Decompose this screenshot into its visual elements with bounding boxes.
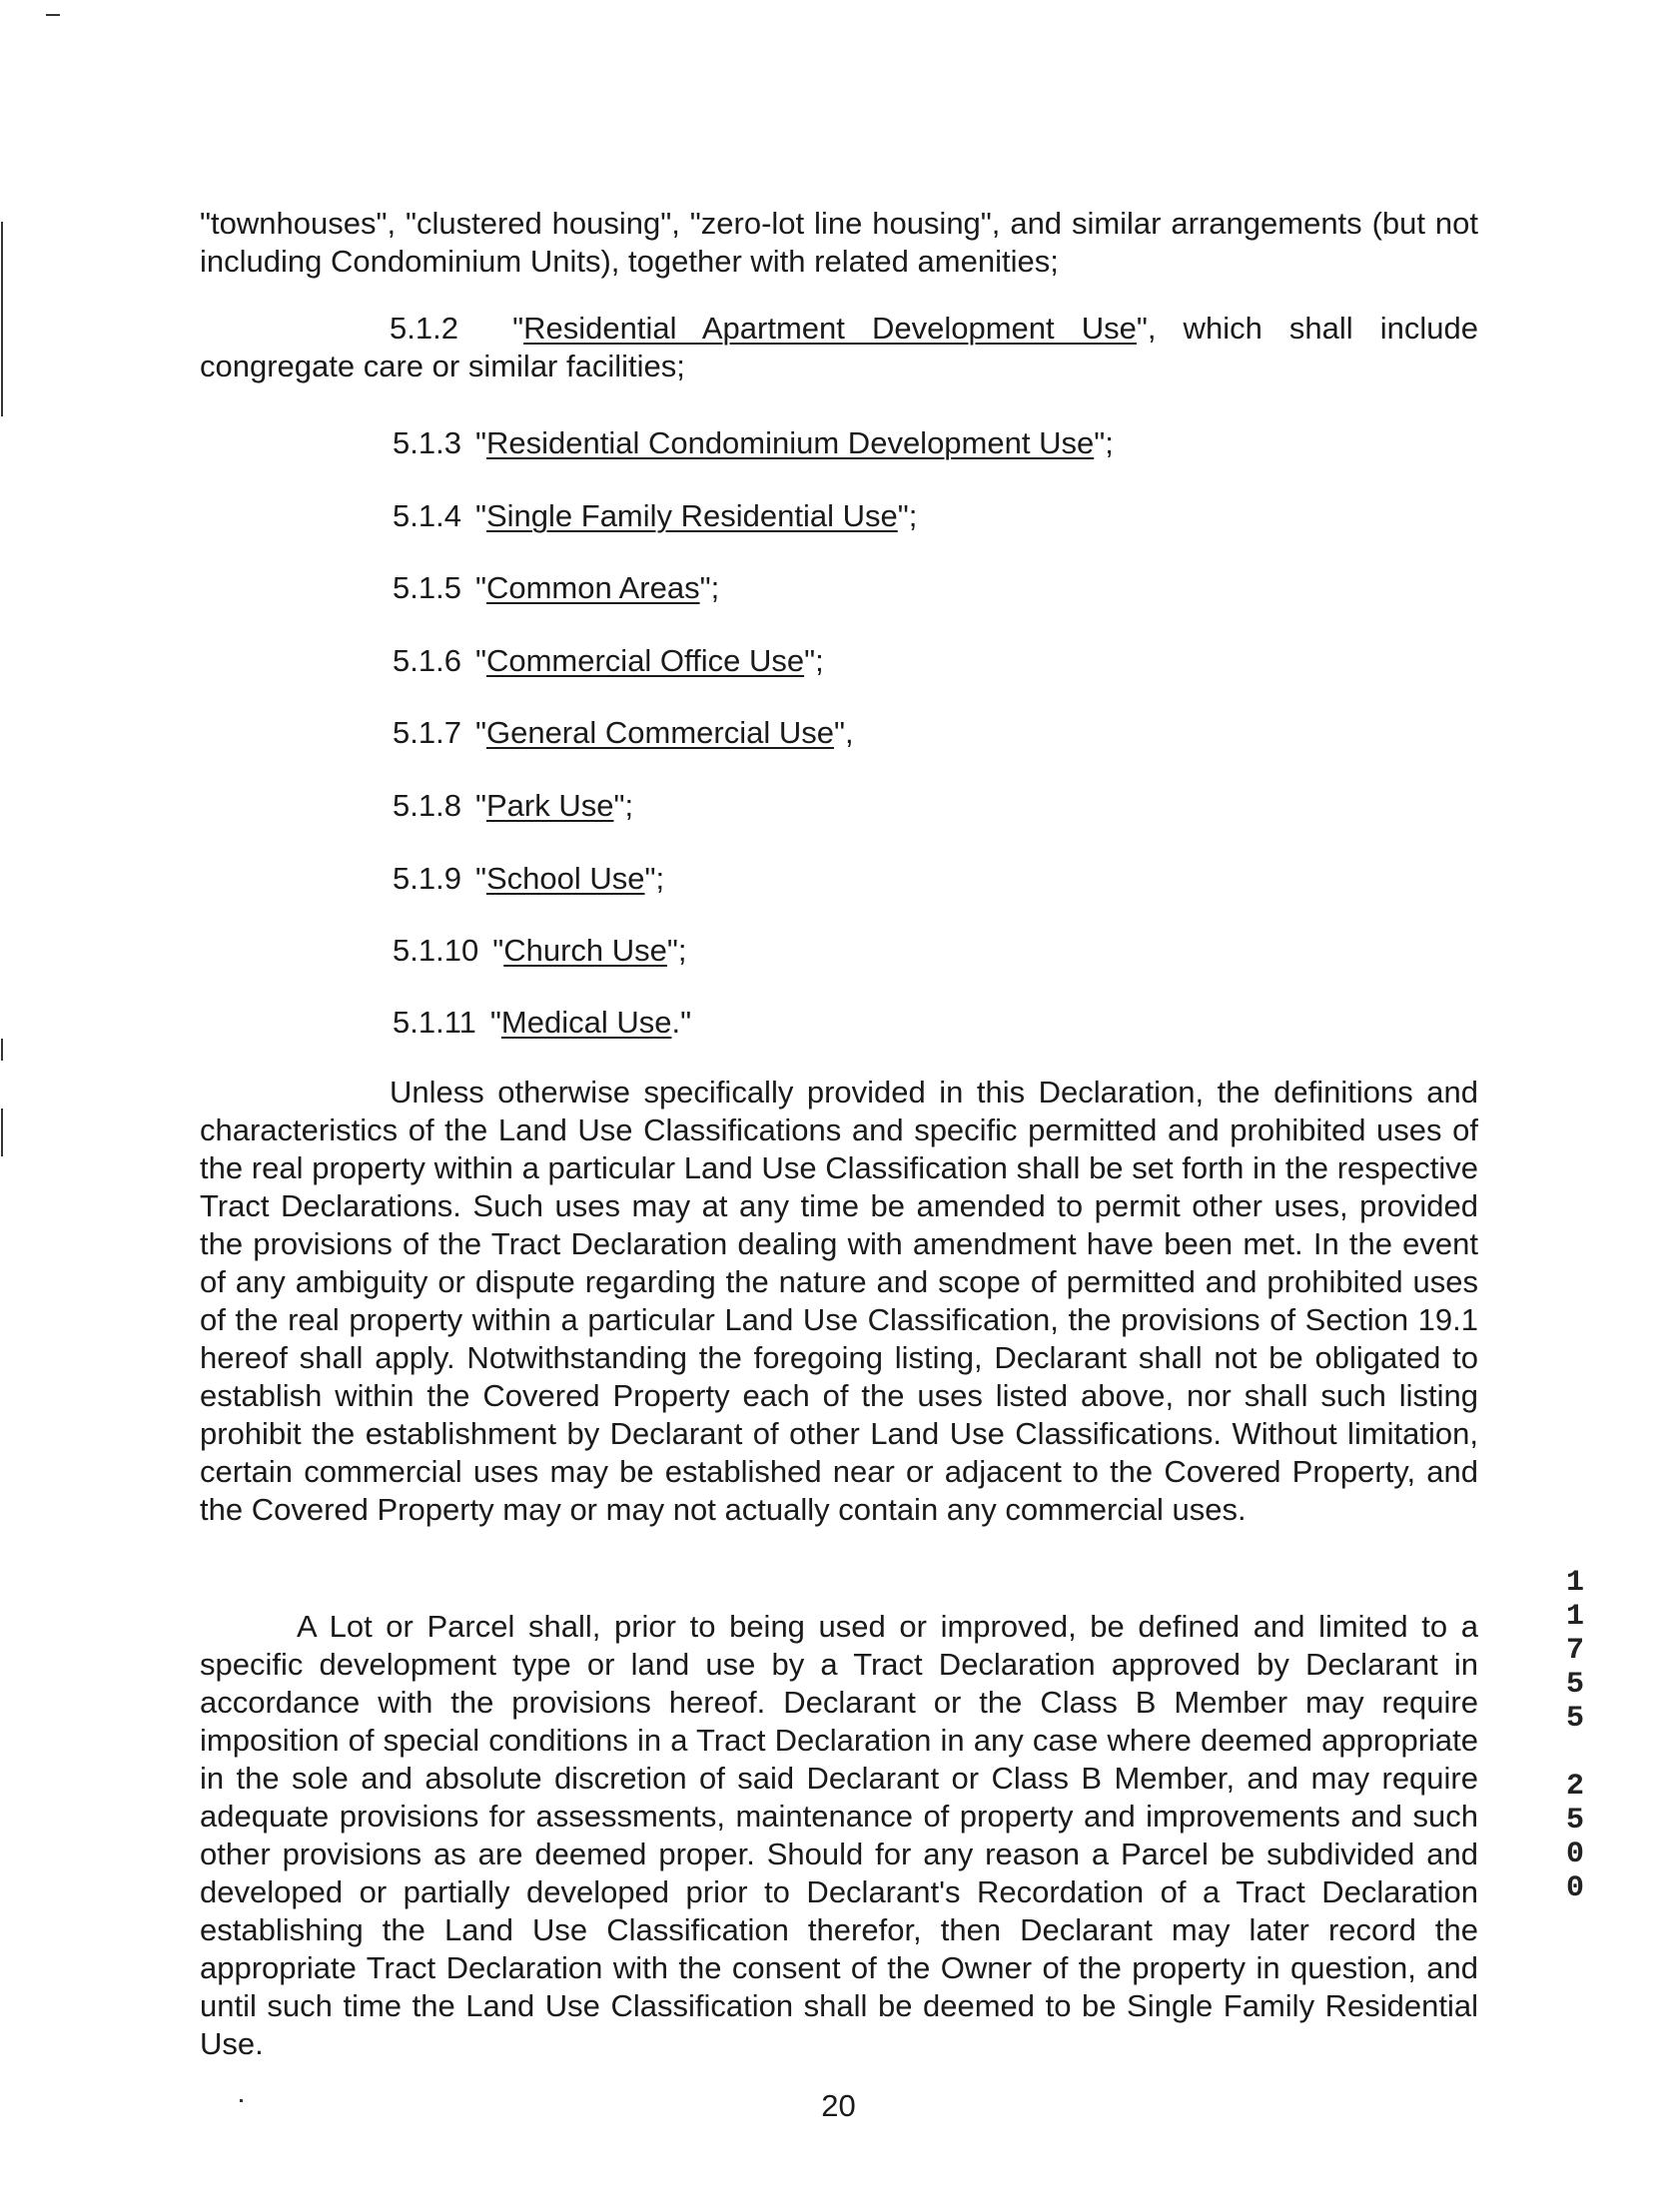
list-item-number: 5.1.8 xyxy=(393,788,461,823)
land-use-paragraph-text: Unless otherwise specifically provided in this Declaration, the definitions and characteristics of the Land Use Classifications and specific permitted and prohibited uses of the real property within a particular Land Use Classification shall be set forth in the respective Tract Declarations. Such uses may at any time be amended to permit other uses, provided the provisions of the Tract Declaration dealing with amendment have been met. In the event of any ambiguity or dispute regarding the nature and scope of permitted and prohibited uses of the real property within a particular Land Use Classification, the provisions of Section 19.1 hereof shall apply. Notwithstanding the foregoing listing, Declarant shall not be obligated to establish within the Covered Property each of the uses listed above, nor shall such listing prohibit the establishment by Declarant of other Land Use Classifications. Without limitation, certain commercial uses may be established near or adjacent to the Covered Property, and the Covered Property may or may not actually contain any commercial uses. xyxy=(200,1075,1478,1527)
list-item-term: School Use xyxy=(485,861,645,896)
list-item-number: 5.1.11 xyxy=(393,1005,476,1040)
list-item-5-1-3 xyxy=(393,424,1114,462)
list-item-number: 5.1.3 xyxy=(393,425,461,460)
stamp-digit: 5 xyxy=(1565,1668,1584,1702)
list-item-open-quote: " xyxy=(474,425,486,460)
list-item-close: "; xyxy=(644,861,665,896)
list-item-5-1-8 xyxy=(393,787,633,825)
continued-paragraph-text: "townhouses", "clustered housing", "zero-lot line housing", and similar arrangements (but not including Condominium Units), together with related amenities; xyxy=(200,206,1478,279)
list-item-term: Common Areas xyxy=(485,570,700,605)
list-item-close: "; xyxy=(897,498,918,533)
list-item-close: ." xyxy=(671,1005,692,1040)
list-item-open-quote: " xyxy=(474,643,486,678)
scan-margin-tick xyxy=(1,1108,3,1156)
list-item-open-quote: " xyxy=(474,715,486,750)
list-item-5-1-11 xyxy=(393,1004,691,1042)
list-item-5-1-5 xyxy=(393,569,719,607)
stamp-digit: 2 xyxy=(1565,1770,1584,1804)
list-item-5-1-4 xyxy=(393,497,917,535)
list-item-close: "; xyxy=(1094,425,1114,460)
list-item-5-1-7 xyxy=(393,714,854,752)
stamp-digit: 0 xyxy=(1565,1838,1584,1871)
land-use-paragraph xyxy=(200,1074,1478,1529)
list-item-open-quote: " xyxy=(512,311,524,346)
stamp-gap xyxy=(1560,1736,1590,1770)
list-item-5-1-9 xyxy=(393,860,664,898)
list-item-open-quote: " xyxy=(474,861,486,896)
stamp-digit: 1 xyxy=(1565,1566,1584,1600)
scan-margin-line xyxy=(1,222,3,416)
list-item-term: Single Family Residential Use xyxy=(485,498,898,533)
scan-top-mark xyxy=(46,14,60,16)
lot-parcel-paragraph xyxy=(200,1608,1478,2063)
scan-margin-tick xyxy=(1,1039,3,1061)
list-item-number: 5.1.4 xyxy=(393,498,461,533)
list-item-5-1-2 xyxy=(200,310,1478,385)
list-item-term: General Commercial Use xyxy=(485,715,834,750)
stamp-digit: 5 xyxy=(1565,1804,1584,1838)
list-item-close: "; xyxy=(613,788,634,823)
list-item-close: "; xyxy=(699,570,720,605)
list-item-open-quote: " xyxy=(489,1005,501,1040)
list-item-term: Residential Apartment Development Use xyxy=(523,311,1137,346)
list-item-open-quote: " xyxy=(474,498,486,533)
list-item-close: "; xyxy=(666,933,687,968)
list-item-number: 5.1.7 xyxy=(393,715,461,750)
list-item-close: ", xyxy=(833,715,854,750)
continued-paragraph xyxy=(200,205,1478,281)
list-item-open-quote: " xyxy=(492,933,504,968)
list-item-term: Church Use xyxy=(503,933,667,968)
list-item-close: ", which shall include congregate care or similar facilities; xyxy=(200,311,1478,383)
list-item-number: 5.1.2 xyxy=(390,311,458,346)
list-item-term: Residential Condominium Development Use xyxy=(485,425,1095,460)
list-item-number: 5.1.10 xyxy=(393,933,479,968)
list-item-5-1-10 xyxy=(393,932,687,970)
stamp-digit: 7 xyxy=(1565,1634,1584,1668)
list-item-term: Park Use xyxy=(485,788,614,823)
list-item-number: 5.1.5 xyxy=(393,570,461,605)
page-number: 20 xyxy=(821,2088,856,2123)
list-item-term: Commercial Office Use xyxy=(485,643,805,678)
stamp-digit: 1 xyxy=(1565,1600,1584,1634)
list-item-5-1-6 xyxy=(393,642,824,680)
list-item-close: "; xyxy=(804,643,824,678)
list-item-number: 5.1.6 xyxy=(393,643,461,678)
list-item-term: Medical Use xyxy=(500,1005,672,1040)
lot-parcel-paragraph-text: A Lot or Parcel shall, prior to being used or improved, be defined and limited to a specific development type or land use by a Tract Declaration approved by Declarant in accordance with the provisions hereof. Declarant or the Class B Member may require imposition of special conditions in a Tract Declaration in any case where deemed appropriate in the sole and absolute discretion of said Declarant or Class B Member, and may require adequate provisions for assessments, maintenance of property and improvements and such other provisions as are deemed proper. Should for any reason a Parcel be subdivided and developed or partially developed prior to Declarant's Recordation of a Tract Declaration establishing the Land Use Classification therefor, then Declarant may later record the appropriate Tract Declaration with the consent of the Owner of the property in question, and until such time the Land Use Classification shall be deemed to be Single Family Residential Use. xyxy=(200,1609,1478,2061)
stamp-digit: 0 xyxy=(1565,1871,1584,1905)
list-item-number: 5.1.9 xyxy=(393,861,461,896)
list-item-open-quote: " xyxy=(474,788,486,823)
stamp-digit: 5 xyxy=(1565,1702,1584,1736)
recording-stamp xyxy=(1560,1566,1590,1905)
list-item-open-quote: " xyxy=(474,570,486,605)
